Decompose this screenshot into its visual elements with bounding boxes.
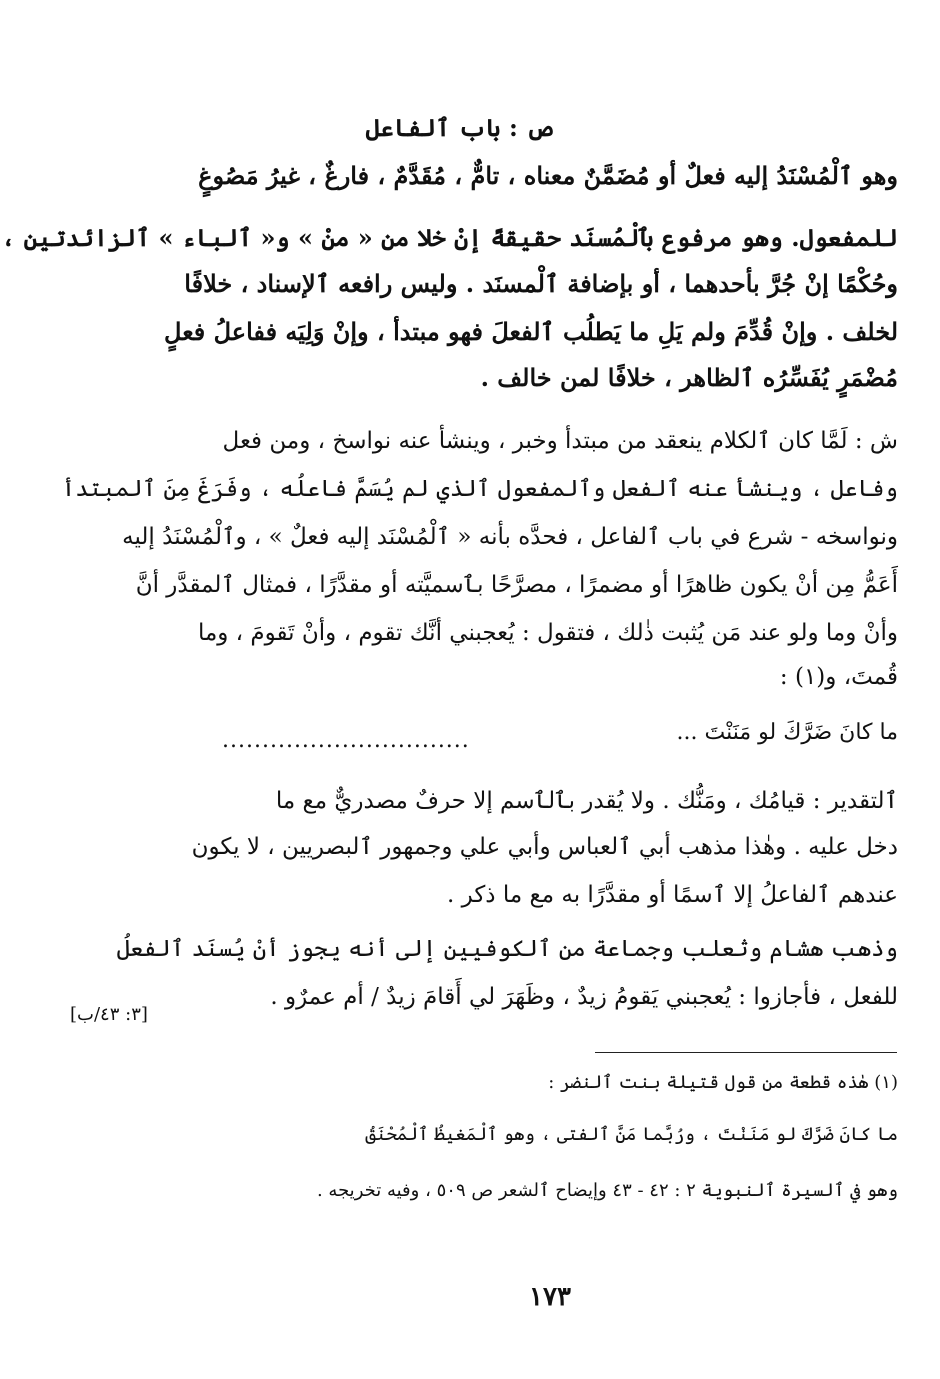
- sharh-line: وأنْ وما ولو عند مَن يُثبت ذٰلك ، فتقول : يُعجبني أنَّك تقوم ، وأنْ تَقومَ ، وما: [197, 620, 898, 646]
- matn-line: وحُكْمًا إنْ جُرَّ بأحدهما ، أو بإضافة ٱلْمسنَد . وليس رافعه ٱلإسناد ، خلافًا: [184, 269, 898, 298]
- paragraph-line: دخل عليه . وهٰذا مذهب أبي ٱلعباس وأبي علي وجمهور ٱلبصريين ، لا يكون: [191, 834, 898, 860]
- footnote-separator: [595, 1052, 897, 1053]
- verse-ellipsis: ...............................: [222, 728, 470, 753]
- paragraph-line: عندهم ٱلفاعلُ إلا ٱسمًا أو مقدَّرًا به مع ما ذكر .: [447, 882, 898, 908]
- manuscript-reference: [٣: ٤٣/ب]: [70, 1004, 148, 1025]
- paragraph-line: للفعل ، فأجازوا : يُعجبني يَقومُ زيدٌ ، وظَهَرَ لي أَقامَ زيدٌ / أم عمرٌو .: [270, 984, 898, 1010]
- footnote-verse: ما كانَ ضَرَّكَ لو مَنَنْتَ ، ورُبَّما مَنَّ ٱلفتى ، وهو ٱلْمَغيظُ ٱلْمُحْنَقُ: [365, 1124, 898, 1145]
- footnote-line: (١) هٰذه قطعة من قول قتيلة بنت ٱلنضر :: [548, 1072, 898, 1093]
- verse-hemistich: ما كانَ ضَرَّكَ لو مَنَنْتَ ...: [676, 720, 898, 745]
- section-title: ص : باب ٱلفاعل: [365, 113, 555, 142]
- footnote-line: وهو في ٱلسيرة ٱلنبوية ٢ : ٤٢ - ٤٣ وإيضاح ٱلشعر ص ٥٠٩ ، وفيه تخريجه .: [316, 1180, 898, 1201]
- sharh-line: ش : لَمَّا كان ٱلكلام ينعقد من مبتدأ وخبر ، وينشأ عنه نواسخ ، ومن فعل: [222, 428, 898, 454]
- sharh-line: ونواسخه - شرع في باب ٱلفاعل ، فحدَّه بأنه « ٱلْمُسْنَد إليه فعلٌ » ، وٱلْمُسْنَدُ إليه: [122, 524, 898, 550]
- matn-line: وهو ٱلْمُسْنَدُ إليه فعلٌ أو مُضَمَّنٌ معناه ، تامٌّ ، مُقَدَّمٌ ، فارغٌ ، غيرُ مَصُوغٍ: [198, 161, 898, 190]
- sharh-line: وفاعل ، وينشأ عنه ٱلفعل وٱلمفعول ٱلذي لم يُسَمَّ فاعلُه ، وفَرَغَ مِنَ ٱلمبتدأ: [61, 476, 898, 502]
- page-number: ١٧٣: [529, 1282, 571, 1312]
- matn-line: لخلف . وإنْ قُدِّمَ ولم يَلِ ما يَطلُب ٱلفعلَ فهو مبتدأ ، وإنْ وَلِيَه ففاعلُ فعلٍ: [164, 317, 898, 346]
- paragraph-line: ٱلتقدير : قيامُك ، ومَنُّك . ولا يُقدر بٱلٱسم إلا حرفٌ مصدريٌّ مع ما: [275, 788, 898, 814]
- sharh-line: قُمتَ، و(١) :: [779, 664, 898, 690]
- sharh-line: أَعَمُّ مِن أنْ يكون ظاهرًا أو مضمرًا ، مصرَّحًا بٱسميَّته أو مقدَّرًا ، فمثال ٱلمقدَّر أنَّ: [135, 572, 898, 598]
- matn-line: مُضْمَرٍ يُفَسِّرُه ٱلظاهر ، خلافًا لمن خالف .: [480, 363, 898, 392]
- paragraph-line: وذهب هشام وثعلب وجماعة من ٱلكوفيين إلى أنه يجوز أنْ يُسنَد ٱلفعلُ: [116, 936, 898, 962]
- matn-line: للمفعول. وهو مرفوع بٱلْمُسنَد حقيقةً إنْ خلا من « منْ » و« ٱلباء » ٱلزائدتين ،: [1, 223, 898, 252]
